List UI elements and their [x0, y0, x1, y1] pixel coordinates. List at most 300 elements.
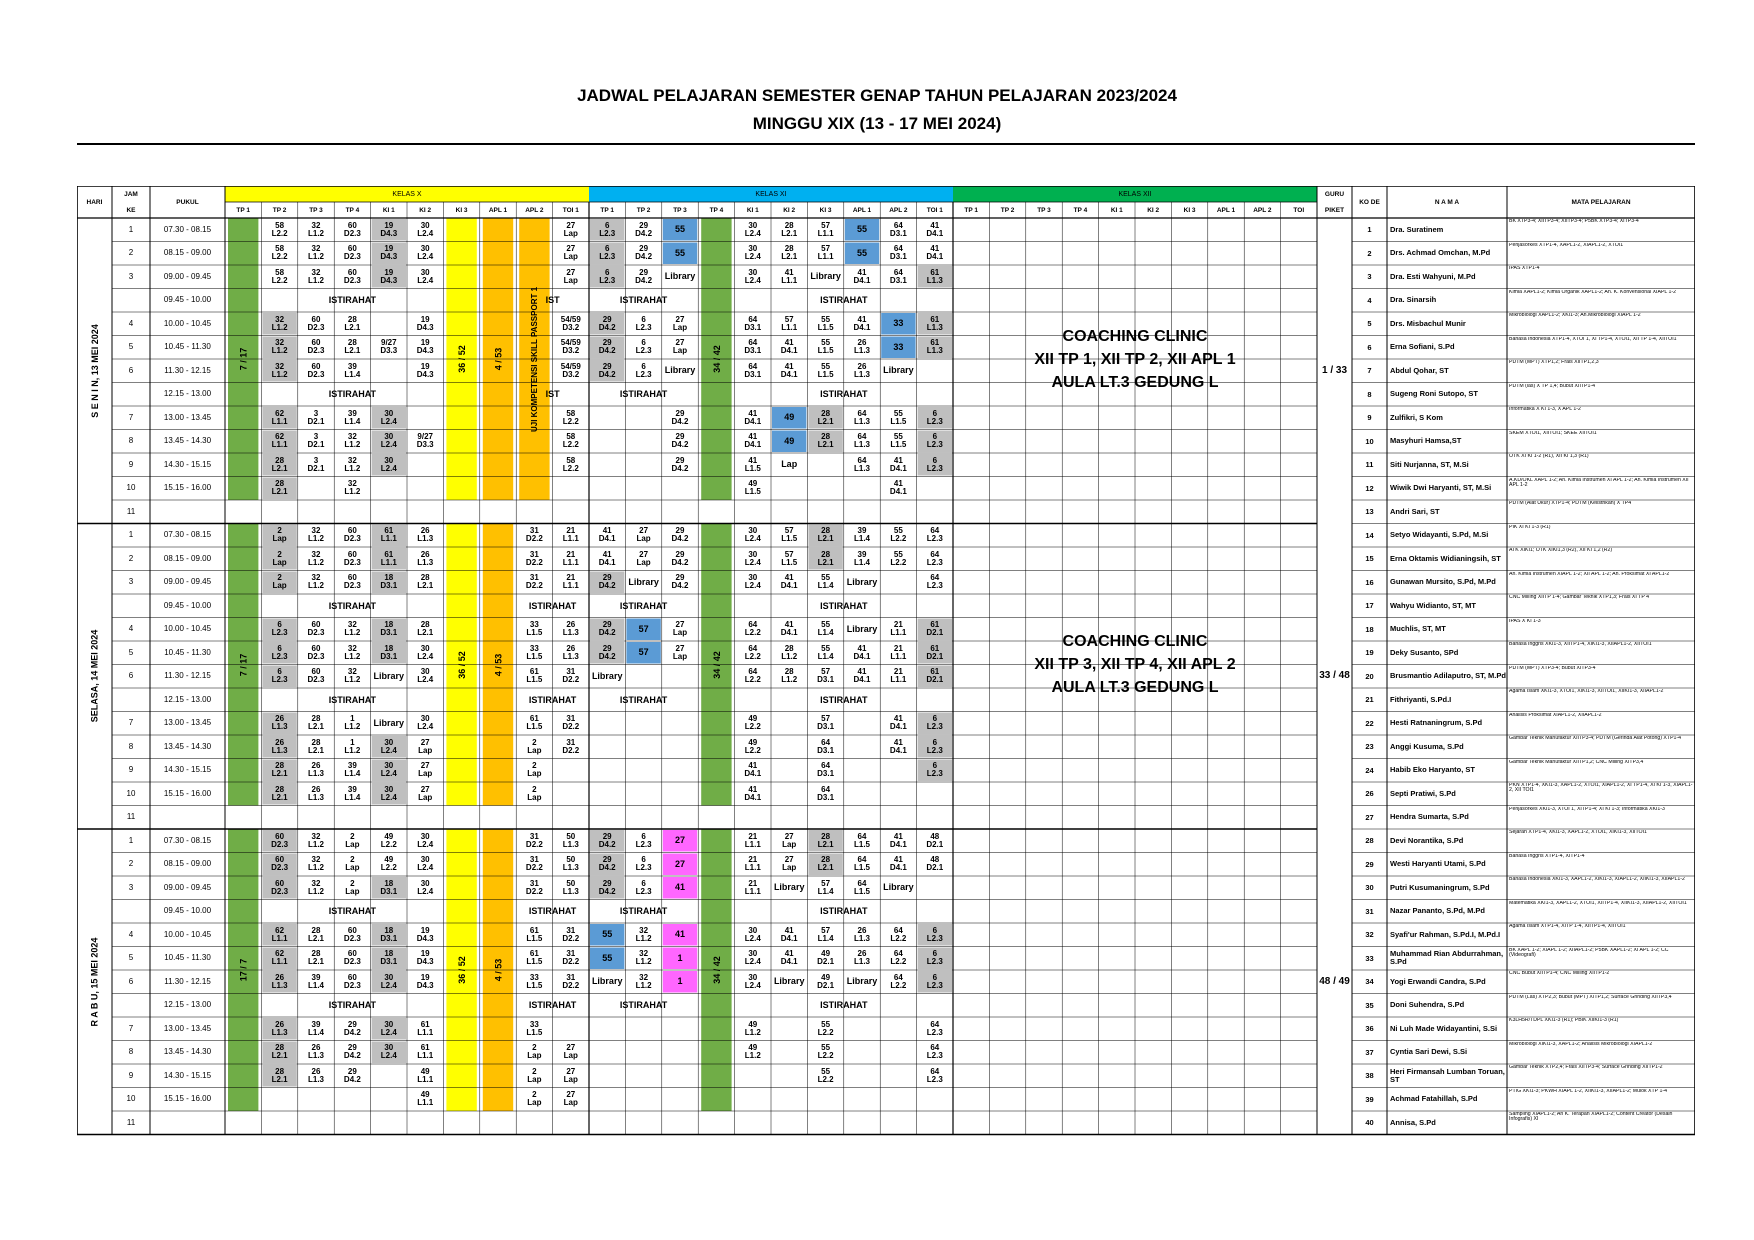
schedule-cell — [771, 218, 807, 242]
cell-text: L2.4 — [380, 1051, 397, 1061]
cell-text: 55 — [821, 573, 831, 583]
cell-text: D4.2 — [598, 369, 616, 379]
cell-text: Library — [846, 976, 878, 987]
cell-text: 28 — [821, 855, 831, 865]
cell-text: 27 — [566, 267, 576, 277]
cell-text: L2.1 — [307, 957, 324, 967]
cell-text: 49 — [748, 737, 758, 747]
cell-text: D2.2 — [525, 863, 543, 873]
schedule-cell — [298, 735, 334, 759]
slot-ke: 10 — [126, 483, 136, 493]
teacher-code: 17 — [1365, 601, 1374, 611]
piket-value: 33 / 48 — [1319, 670, 1350, 682]
teacher-name: Muchlis, ST, MT — [1390, 624, 1446, 634]
cell-text: D2.3 — [343, 957, 361, 967]
cell-text: 21 — [893, 643, 903, 653]
cell-text: 28 — [347, 314, 357, 324]
slot-time: 07.30 - 08.15 — [163, 835, 212, 845]
cell-text: 41 — [893, 737, 903, 747]
cell-text: 54/59 — [560, 338, 581, 348]
slot-ke: 9 — [128, 765, 134, 775]
schedule-cell — [516, 571, 552, 595]
cell-text: D3.1 — [889, 252, 907, 262]
cell-text: 32 — [347, 620, 357, 630]
cell-text: L1.1 — [380, 557, 397, 567]
schedule-cell — [553, 947, 589, 971]
schedule-cell — [917, 242, 953, 266]
cell-text: 28 — [821, 408, 831, 418]
schedule-cell — [261, 829, 297, 853]
slot-ke: 6 — [128, 671, 134, 681]
cell-text: D2.2 — [562, 957, 580, 967]
schedule-cell — [807, 970, 843, 994]
cell-text: 6 — [277, 667, 282, 677]
schedule-cell — [625, 547, 661, 571]
schedule-cell — [735, 829, 771, 853]
cell-text: L1.1 — [417, 1098, 434, 1108]
schedule-cell — [516, 547, 552, 571]
schedule-cell — [261, 1017, 297, 1041]
cell-text: 29 — [602, 338, 612, 348]
teacher-name: Erna Sofiani, S.Pd — [1390, 342, 1455, 352]
cell-text: 60 — [311, 361, 321, 371]
slot-time: 14.30 - 15.15 — [163, 459, 212, 469]
schedule-cell — [516, 759, 552, 783]
slot-time: 15.15 - 16.00 — [163, 788, 212, 798]
schedule-cell — [735, 876, 771, 900]
schedule-cell — [807, 923, 843, 947]
cell-text: D3.1 — [889, 228, 907, 238]
cell-text: 39 — [857, 526, 867, 536]
schedule-cell — [735, 430, 771, 454]
cell-text: D3.1 — [817, 769, 835, 779]
teacher-code: 19 — [1365, 648, 1374, 658]
teacher-subjects: Mikrobiologi XAPL1-2; XKI1-3; An.Mikrobiologi XIAPL 1-2 — [1509, 313, 1641, 318]
istirahat-label: ISTIRAHAT — [328, 295, 377, 306]
cell-text: L1.3 — [853, 369, 870, 379]
schedule-cell — [334, 712, 370, 736]
cell-text: 57 — [821, 878, 831, 888]
cell-text: 55 — [821, 314, 831, 324]
istirahat-label: ISTIRAHAT — [619, 600, 668, 611]
cell-text: D4.2 — [635, 228, 653, 238]
cell-text: L1.2 — [307, 886, 324, 896]
cell-text: D2.1 — [926, 839, 944, 849]
schedule-cell — [261, 970, 297, 994]
cell-text: L2.2 — [562, 440, 579, 450]
schedule-cell — [298, 524, 334, 548]
schedule-cell — [261, 1064, 297, 1088]
title-divider — [77, 143, 1695, 145]
schedule-cell — [625, 970, 661, 994]
schedule-cell — [407, 665, 443, 689]
cell-text: L2.4 — [744, 228, 761, 238]
cell-text: L2.1 — [344, 322, 361, 332]
teacher-subjects: Analisis Proksimat XIAPL1-2, XIIAPL1-2 — [1509, 712, 1602, 718]
cell-text: D2.2 — [562, 933, 580, 943]
cell-text: L1.4 — [853, 534, 870, 544]
slot-time: 10.45 - 11.30 — [164, 342, 211, 352]
schedule-cell — [261, 453, 297, 477]
cell-text: 32 — [639, 949, 649, 959]
cell-text: Library — [373, 717, 405, 728]
schedule-cell — [662, 853, 698, 877]
slot-ke: 2 — [128, 553, 134, 563]
cell-text: L1.2 — [344, 745, 361, 755]
cell-text: 39 — [311, 972, 321, 982]
cell-text: 58 — [566, 455, 576, 465]
coaching-clinic-note — [953, 524, 1317, 806]
slot-ke: 9 — [128, 459, 134, 469]
schedule-cell — [807, 430, 843, 454]
schedule-cell — [261, 524, 297, 548]
cell-text: L1.2 — [781, 675, 798, 685]
cell-text: D2.3 — [307, 628, 325, 638]
cell-text: L2.4 — [417, 863, 434, 873]
cell-text: 1 — [677, 952, 683, 963]
cell-text: L2.2 — [562, 416, 579, 426]
schedule-cell — [334, 641, 370, 665]
teacher-subjects: Gambar Teknik Manufaktur XIITP1,2; CNC Milling XITP3,4 — [1509, 759, 1644, 765]
cell-text: L2.1 — [817, 416, 834, 426]
cell-text: 61 — [420, 1043, 430, 1053]
cell-text: 19 — [384, 244, 394, 254]
cell-text: L2.4 — [744, 581, 761, 591]
schedule-cell — [589, 876, 625, 900]
cell-text: 33 — [893, 341, 904, 352]
cell-text: 31 — [566, 737, 576, 747]
schedule-cell — [334, 406, 370, 430]
cell-text: D2.3 — [307, 322, 325, 332]
cell-text: 30 — [384, 455, 394, 465]
cell-text: L2.3 — [271, 675, 288, 685]
schedule-cell — [589, 524, 625, 548]
cell-text: 41 — [893, 855, 903, 865]
schedule-cell — [807, 829, 843, 853]
schedule-cell — [662, 242, 698, 266]
schedule-cell — [844, 265, 880, 289]
cell-text: L2.3 — [926, 440, 943, 450]
cell-text: 29 — [347, 1019, 357, 1029]
cell-text: L2.4 — [417, 839, 434, 849]
vertical-block-label: 36 / 52 — [456, 956, 467, 984]
teacher-subjects: Informatika X KI 1-3, X APL 1-2 — [1509, 407, 1581, 412]
istirahat-label: ISTIRAHAT — [328, 389, 377, 400]
schedule-cell — [917, 312, 953, 336]
slot-time: 14.30 - 15.15 — [163, 765, 212, 775]
cell-text: D2.2 — [562, 745, 580, 755]
schedule-cell — [771, 618, 807, 642]
header-col-xi: TP 2 — [636, 206, 651, 214]
header-col-xi: APL 2 — [889, 206, 908, 214]
cell-text: L1.4 — [307, 1027, 324, 1037]
cell-text: D4.1 — [598, 557, 616, 567]
schedule-cell — [662, 453, 698, 477]
cell-text: 19 — [420, 338, 430, 348]
schedule-cell — [735, 524, 771, 548]
schedule-cell — [771, 853, 807, 877]
cell-text: 57 — [784, 549, 794, 559]
schedule-cell — [334, 571, 370, 595]
cell-text: L1.1 — [417, 1027, 434, 1037]
cell-text: Lap — [345, 839, 360, 849]
cell-text: 32 — [311, 267, 321, 277]
cell-text: L1.1 — [562, 534, 579, 544]
cell-text: D3.1 — [889, 275, 907, 285]
schedule-cell — [662, 641, 698, 665]
teacher-code: 38 — [1365, 1071, 1374, 1081]
cell-text: 30 — [748, 573, 758, 583]
cell-text: 27 — [639, 526, 649, 536]
cell-text: D2.3 — [271, 863, 289, 873]
teacher-subjects: Bahasa Inggris XTP1-4, XITP1-4 — [1509, 853, 1585, 859]
cell-text: 19 — [384, 267, 394, 277]
cell-text: L1.3 — [853, 957, 870, 967]
cell-text: 60 — [311, 620, 321, 630]
cell-text: L2.2 — [271, 228, 288, 238]
slot-ke: 1 — [128, 530, 134, 540]
cell-text: L1.5 — [890, 416, 907, 426]
schedule-cell — [917, 336, 953, 360]
cell-text: L1.3 — [271, 745, 288, 755]
cell-text: 50 — [566, 855, 576, 865]
schedule-cell — [407, 853, 443, 877]
schedule-cell — [625, 829, 661, 853]
cell-text: L1.2 — [744, 1051, 761, 1061]
schedule-cell — [807, 218, 843, 242]
cell-text: 41 — [784, 620, 794, 630]
cell-text: D4.2 — [598, 839, 616, 849]
cell-text: 6 — [641, 314, 646, 324]
teacher-code: 13 — [1365, 507, 1374, 517]
teacher-subjects: BK XAPL 1-2; XIAPL 1-2; XIIAPL1-2; P5BK XAPL1-2; XI APL 1-2; CC (Videografi) — [1509, 947, 1669, 958]
cell-text: 29 — [602, 855, 612, 865]
cell-text: Lap — [563, 1098, 578, 1108]
piket-value: 48 / 49 — [1319, 975, 1350, 987]
cell-text: 30 — [384, 972, 394, 982]
teacher-code: 7 — [1367, 366, 1372, 376]
schedule-cell — [880, 242, 916, 266]
schedule-cell — [589, 359, 625, 383]
cell-text: L2.2 — [890, 557, 907, 567]
cell-text: L1.1 — [744, 863, 761, 873]
teacher-code: 30 — [1365, 883, 1374, 893]
schedule-cell — [553, 876, 589, 900]
schedule-cell — [371, 618, 407, 642]
cell-text: 64 — [748, 314, 758, 324]
schedule-cell — [553, 359, 589, 383]
cell-text: 6 — [641, 361, 646, 371]
cell-text: D2.3 — [307, 675, 325, 685]
cell-text: 30 — [420, 643, 430, 653]
vertical-block-label: 17 / 7 — [238, 958, 249, 982]
vertical-block-label: 7 / 17 — [238, 653, 249, 676]
schedule-cell — [261, 547, 297, 571]
schedule-cell — [807, 524, 843, 548]
cell-text: D3.2 — [562, 369, 580, 379]
schedule-cell — [298, 336, 334, 360]
cell-text: D2.2 — [525, 886, 543, 896]
schedule-cell — [625, 618, 661, 642]
cell-text: 50 — [566, 878, 576, 888]
slot-time: 10.45 - 11.30 — [164, 647, 211, 657]
cell-text: 41 — [748, 432, 758, 442]
schedule-cell — [625, 853, 661, 877]
schedule-cell — [844, 876, 880, 900]
header-col-xi: TP 4 — [709, 206, 724, 214]
vertical-block-label: 4 / 53 — [492, 958, 503, 982]
cell-text: 61 — [930, 314, 940, 324]
cell-text: L2.3 — [635, 322, 652, 332]
schedule-cell — [880, 265, 916, 289]
schedule-cell — [553, 1088, 589, 1112]
schedule-cell — [298, 876, 334, 900]
cell-text: D4.2 — [343, 1027, 361, 1037]
teacher-subjects: An. Kimia Instrumen XIAPL 1-2; XII APL 1-2; An. Proksimat XI APL1-2 — [1509, 571, 1670, 577]
schedule-cell — [807, 1041, 843, 1065]
cell-text: 64 — [857, 831, 867, 841]
schedule-cell — [407, 1088, 443, 1112]
coaching-clinic-note — [953, 218, 1317, 500]
cell-text: L2.1 — [344, 346, 361, 356]
schedule-cell — [298, 1064, 334, 1088]
cell-text: L1.3 — [307, 769, 324, 779]
istirahat-label: ISTIRAHAT — [619, 389, 668, 400]
cell-text: L1.5 — [853, 886, 870, 896]
teacher-code: 10 — [1365, 436, 1374, 446]
header-col-xi: KI 3 — [819, 206, 832, 214]
cell-text: 41 — [857, 314, 867, 324]
teacher-code: 14 — [1365, 530, 1374, 540]
cell-text: 30 — [384, 784, 394, 794]
cell-text: L1.2 — [344, 487, 361, 497]
schedule-cell — [371, 265, 407, 289]
slot-time: 07.30 - 08.15 — [163, 530, 212, 540]
schedule-cell — [917, 1041, 953, 1065]
cell-text: L1.2 — [271, 322, 288, 332]
cell-text: 32 — [347, 643, 357, 653]
cell-text: 27 — [675, 643, 685, 653]
cell-text: 32 — [275, 338, 285, 348]
cell-text: 28 — [784, 667, 794, 677]
slot-ke: 3 — [128, 577, 134, 587]
cell-text: L1.2 — [344, 651, 361, 661]
schedule-cell — [880, 453, 916, 477]
cell-text: 49 — [748, 714, 758, 724]
cell-text: D2.3 — [271, 886, 289, 896]
cell-text: 58 — [566, 408, 576, 418]
cell-text: 41 — [857, 643, 867, 653]
schedule-cell — [844, 218, 880, 242]
cell-text: D2.3 — [343, 252, 361, 262]
cell-text: D4.2 — [671, 416, 689, 426]
schedule-cell — [625, 571, 661, 595]
schedule-cell — [334, 453, 370, 477]
cell-text: 27 — [420, 784, 430, 794]
cell-text: Lap — [672, 346, 688, 356]
cell-text: L2.3 — [926, 1027, 943, 1037]
cell-text: 33 — [529, 1019, 539, 1029]
schedule-cell — [880, 665, 916, 689]
schedule-cell — [880, 876, 916, 900]
teacher-subjects: ATK XIKI1; OTK XIKI1,3 (R2), XII KI 1,2 (R2) — [1509, 548, 1613, 553]
cell-text: L1.4 — [817, 651, 834, 661]
teacher-name: Drs. Achmad Omchan, M.Pd — [1390, 248, 1491, 258]
cell-text: 31 — [566, 667, 576, 677]
cell-text: 28 — [821, 526, 831, 536]
schedule-cell — [625, 947, 661, 971]
schedule-cell — [735, 359, 771, 383]
cell-text: D3.1 — [380, 957, 398, 967]
cell-text: 57 — [638, 623, 649, 634]
teacher-name: Dra. Esti Wahyuni, M.Pd — [1390, 271, 1476, 281]
cell-text: 19 — [420, 925, 430, 935]
cell-text: Lap — [563, 1051, 578, 1061]
schedule-cell — [735, 853, 771, 877]
cell-text: D3.1 — [817, 792, 835, 802]
cell-text: 49 — [748, 1019, 758, 1029]
cell-text: L1.1 — [271, 440, 288, 450]
slot-ke: 10 — [126, 788, 136, 798]
istirahat-label: ISTIRAHAT — [328, 906, 377, 917]
schedule-cell — [807, 336, 843, 360]
cell-text: Lap — [672, 651, 688, 661]
cell-text: 26 — [857, 925, 867, 935]
cell-text: L2.4 — [380, 745, 397, 755]
schedule-cell — [735, 547, 771, 571]
cell-text: 19 — [420, 949, 430, 959]
schedule-cell — [589, 641, 625, 665]
cell-text: 2 — [277, 526, 282, 536]
cell-text: 29 — [675, 526, 685, 536]
cell-text: D4.1 — [780, 933, 798, 943]
cell-text: 64 — [857, 878, 867, 888]
cell-text: 60 — [347, 949, 357, 959]
teacher-code: 27 — [1365, 812, 1374, 822]
cell-text: 9/27 — [417, 432, 433, 442]
header-col-xi: TOI 1 — [926, 206, 943, 214]
slot-ke — [112, 289, 150, 313]
cell-text: 62 — [275, 408, 285, 418]
cell-text: 21 — [566, 526, 576, 536]
cell-text: 55 — [821, 361, 831, 371]
coaching-line: COACHING CLINIC — [1062, 633, 1208, 650]
teacher-subjects: CNC Bubut XIITP1-4; CNC Milling XIITP1-2 — [1509, 971, 1610, 976]
cell-text: Lap — [272, 557, 287, 567]
slot-ke: 4 — [128, 929, 134, 939]
cell-text: D4.2 — [598, 628, 616, 638]
cell-text: D4.1 — [889, 463, 907, 473]
cell-text: L1.2 — [307, 275, 324, 285]
cell-text: 28 — [821, 549, 831, 559]
schedule-cell — [516, 641, 552, 665]
schedule-cell — [735, 923, 771, 947]
schedule-cell — [298, 359, 334, 383]
slot-time: 12.15 - 13.00 — [163, 1000, 212, 1010]
cell-text: 58 — [275, 267, 285, 277]
teacher-code: 40 — [1365, 1118, 1374, 1128]
cell-text: Lap — [272, 581, 287, 591]
slot-time: 09.00 - 09.45 — [163, 882, 212, 892]
slot-time: 13.00 - 13.45 — [163, 1023, 212, 1033]
cell-text: 27 — [675, 338, 685, 348]
cell-text: 28 — [784, 220, 794, 230]
teacher-subjects: Bahasa Inggris XKI1-3, XIITP1-4, XIKI1-3, XIIAPL1-2, XIITOI1 — [1509, 642, 1652, 647]
cell-text: 39 — [347, 784, 357, 794]
cell-text: L2.4 — [744, 252, 761, 262]
cell-text: L1.1 — [817, 252, 834, 262]
cell-text: 41 — [893, 455, 903, 465]
